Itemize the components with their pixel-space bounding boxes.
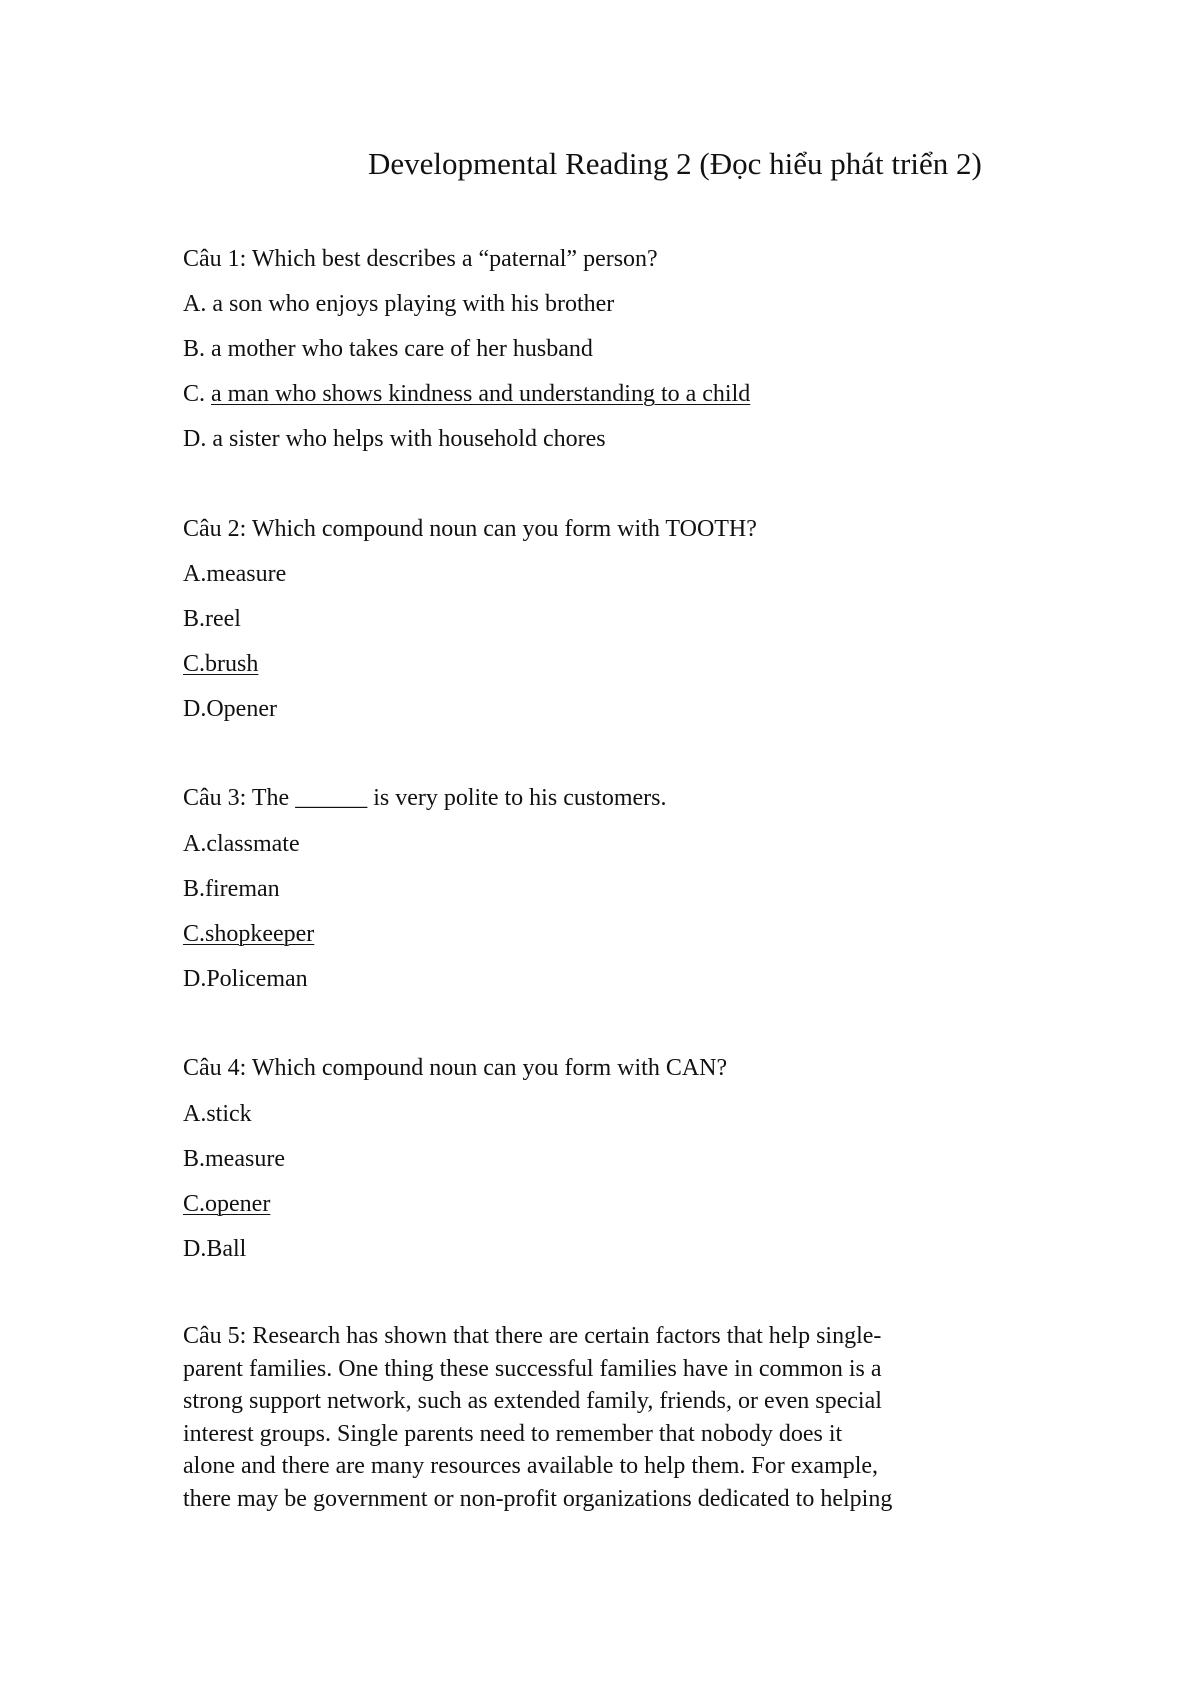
question-4-option-d: D.Ball: [183, 1236, 247, 1262]
question-1-stem: Câu 1: Which best describes a “paternal” person?: [183, 246, 658, 272]
question-1-option-d: [183, 425, 606, 453]
option-text: a son who enjoys playing with his brother: [212, 291, 615, 317]
question-1-option-a: [183, 290, 614, 318]
question-4-stem: Câu 4: Which compound noun can you form with CAN?: [183, 1055, 728, 1081]
option-prefix: B.: [183, 336, 212, 362]
question-3-option-a: A.classmate: [183, 831, 300, 857]
passage-line: strong support network, such as extended family, friends, or even special: [183, 1388, 882, 1415]
question-3-option-c-answer: C.shopkeeper: [183, 921, 315, 947]
passage-line: Câu 5: Research has shown that there are certain factors that help single-: [183, 1323, 882, 1349]
passage-line: interest groups. Single parents need to remember that nobody does it: [183, 1420, 843, 1447]
passage-line: parent families. One thing these successful families have in common is a: [183, 1355, 882, 1382]
question-1-option-c: [183, 380, 750, 408]
option-text-answer: a man who shows kindness and understanding to a child: [211, 381, 751, 407]
question-4-option-c-answer: C.opener: [183, 1191, 271, 1217]
page-title: Developmental Reading 2 (Đọc hiểu phát triển 2): [368, 146, 982, 181]
passage-line: alone and there are many resources available to help them. For example,: [183, 1453, 879, 1480]
question-1-option-b: [183, 335, 593, 363]
passage-line: there may be government or non-profit organizations dedicated to helping: [183, 1485, 893, 1512]
option-prefix: A.: [183, 291, 213, 317]
question-2-stem: Câu 2: Which compound noun can you form with TOOTH?: [183, 516, 757, 542]
question-2-option-b: B.reel: [183, 606, 241, 632]
question-2-option-d: D.Opener: [183, 696, 277, 722]
question-3-option-d: D.Policeman: [183, 966, 308, 992]
question-4-option-a: A.stick: [183, 1101, 252, 1127]
option-text: a mother who takes care of her husband: [211, 336, 593, 362]
option-text: a sister who helps with household chores: [212, 426, 606, 452]
option-prefix: C.: [183, 381, 212, 407]
question-4-option-b: B.measure: [183, 1146, 285, 1172]
question-5-passage: [183, 1320, 1023, 1516]
option-prefix: D.: [183, 426, 213, 452]
question-3-option-b: B.fireman: [183, 876, 280, 902]
question-3-stem: Câu 3: The ______ is very polite to his customers.: [183, 785, 667, 811]
question-2-option-c-answer: C.brush: [183, 651, 259, 677]
question-2-option-a: A.measure: [183, 561, 287, 587]
